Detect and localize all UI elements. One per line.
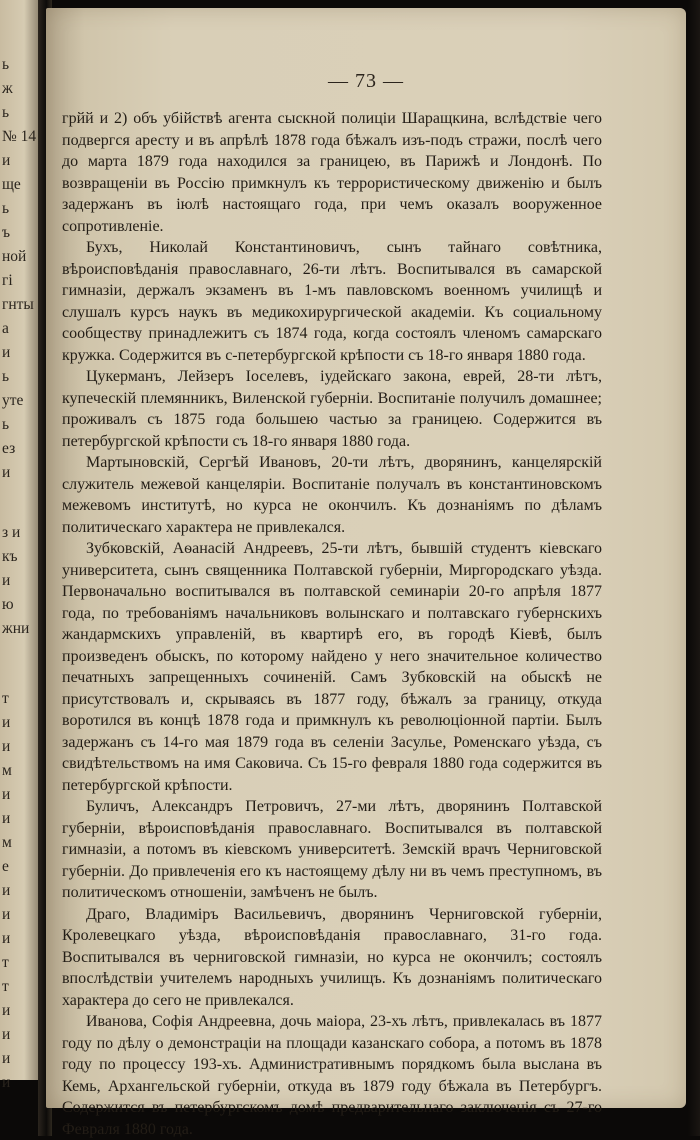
margin-fragment: и [2,344,11,361]
right-page-edge [688,0,700,1136]
margin-fragment: ез [2,440,16,457]
margin-fragment: уте [2,392,24,409]
margin-fragment: и [2,572,11,589]
entry-drago: Драго, Владиміръ Васильевичъ, дворянинъ Черниговской губерніи, Кролевецкаго уѣзда, вѣроисповѣданія православнаго, 31-го года. Воспитывался въ черниговской гимназіи, но курса не окончилъ; состоялъ впослѣдствіи учителемъ народныхъ училищъ. Къ дознаніямъ политическаго характера до сего не привлекался. [62,905,602,1009]
margin-fragment: и [2,786,11,803]
margin-fragment: т [2,954,9,971]
margin-fragment: и [2,1026,11,1043]
margin-fragment: и [2,1074,11,1091]
page-number: — 73 — [328,70,404,92]
page-body [62,108,602,1140]
margin-fragment: ь [2,200,10,217]
margin-fragment: ной [2,248,27,265]
entry-ivanova: Иванова, Софія Андреевна, дочь маіора, 23-хъ лѣтъ, привлекалась въ 1877 году по дѣлу о демонстраціи на площади казанскаго собора, а потомъ въ 1878 году по процессу 193-хъ. Административнымъ порядкомъ была выслана въ Кемь, Архангельской губерніи, откуда въ 1879 году бѣжала въ Петербургъ. Содержится въ петербургскомъ домѣ предварительнаго заключенія съ 27-го Февраля 1880 года. [62,1013,602,1138]
margin-fragment: ю [2,596,14,613]
margin-fragment: и [2,464,11,481]
margin-fragment: ще [2,176,21,193]
margin-fragment: и [2,1050,11,1067]
margin-fragment: жни [2,620,30,637]
entry-bukh: Бухъ, Николай Константиновичъ, сынъ тайнаго совѣтника, вѣроисповѣданія православнаго, 26-ти лѣтъ. Воспитывался въ самарской гимназіи, держалъ экзаменъ въ 1-мъ павловскомъ военномъ училищѣ и слушалъ курсъ наукъ въ медикохирургической академіи. Къ социальному сообществу принадлежитъ съ 1874 года, когда состоялъ членомъ самарскаго кружка. Содержится въ с-петербургской крѣпости съ 18-го января 1880 года. [62,239,602,364]
margin-fragment: ь [2,416,10,433]
entry-tsukerman: Цукерманъ, Лейзеръ Іоселевъ, іудейскаго закона, еврей, 28-ти лѣтъ, купеческій племянникъ, Виленской губерніи. Воспитаніе получилъ домашнее; проживалъ съ 1875 года большею частью за границею. Содержится въ петербургской крѣпости съ 18-го января 1880 года. [62,368,602,450]
margin-fragment: ь [2,56,10,73]
entry-martynovsky: Мартыновскій, Сергѣй Ивановъ, 20-ти лѣтъ, дворянинъ, канцелярскій служитель межевой канцеляріи. Воспитаніе получалъ въ константиновскомъ межевомъ институтѣ, но курса не окончилъ. Къ дознаніямъ по дѣламъ политическаго характера не привлекался. [62,454,602,536]
margin-fragment: къ [2,548,18,565]
margin-fragment: м [2,834,12,851]
margin-fragment: и [2,810,11,827]
margin-fragment: т [2,690,9,707]
entry-zubkovsky: Зубковскій, Аѳанасій Андреевъ, 25-ти лѣтъ, бывшій студентъ кіевскаго университета, сынъ священника Полтавской губерніи, Миргородскаго уѣзда. Первоначально воспитывался въ полтавской семинаріи 20-го апрѣля 1877 года, по требованіямъ начальниковъ волынскаго и полтавскаго губернскихъ жандармскихъ управленій, въ квартирѣ его, въ городѣ Кіевѣ, былъ произведенъ обыскъ, по которому найдено у него значительное количество печатныхъ запрещенныхъ сочиненій. Самъ Зубковскій на обыскѣ не присутствовалъ и, скрываясь въ 1877 году, бѣжалъ за границу, откуда воротился въ концѣ 1878 года и примкнулъ къ революціонной партіи. Былъ задержанъ съ 14-го мая 1879 года въ селеніи Засулье, Роменскаго уѣзда, съ свидѣтельствомъ на имя Саковича. Съ 15-го февраля 1880 года содержится въ петербургской крѣпости. [62,540,602,794]
margin-fragment: № 14 [2,128,37,145]
margin-fragment: ь [2,104,10,121]
margin-fragment: е [2,858,9,875]
margin-fragment: и [2,738,11,755]
margin-fragment: ъ [2,224,11,241]
margin-fragment: ь [2,368,10,385]
margin-fragment: т [2,978,9,995]
margin-fragment: гнты [2,296,34,313]
margin-fragment: з и [2,524,21,541]
margin-fragment: а [2,320,9,337]
margin-fragment: ж [2,80,13,97]
margin-fragment: и [2,152,11,169]
margin-fragment: и [2,882,11,899]
margin-fragment: и [2,906,11,923]
entry-bulich: Буличъ, Александръ Петровичъ, 27-ми лѣтъ, дворянинъ Полтавской губерніи, вѣроисповѣданія православнаго. Воспитывался въ полтавской гимназіи, а потомъ въ кіевскомъ университетѣ. Земскій врачъ Черниговской губерніи. До привлеченія его къ настоящему дѣлу ни въ чемъ преступномъ, въ политическомъ отношеніи, замѣченъ не былъ. [62,798,602,901]
margin-fragment: и [2,714,11,731]
margin-fragment: гі [2,272,13,289]
margin-fragment: и [2,930,11,947]
paragraph-continuation: грйй и 2) объ убійствѣ агента сыскной полиціи Шаращкина, вслѣдствіе чего подвергся аресту и въ апрѣлѣ 1878 года бѣжалъ изъ-подъ стражи, послѣ чего до марта 1879 года находился за границею, въ Парижѣ и Лондонѣ. По возвращеніи въ Россію примкнулъ къ террористическому движенію и былъ задержанъ въ іюлѣ настоящаго года, при чемъ оказалъ вооруженное сопротивленіе. [62,110,602,235]
margin-fragment: м [2,762,12,779]
book-page [46,8,686,1138]
margin-fragment: и [2,1002,11,1019]
